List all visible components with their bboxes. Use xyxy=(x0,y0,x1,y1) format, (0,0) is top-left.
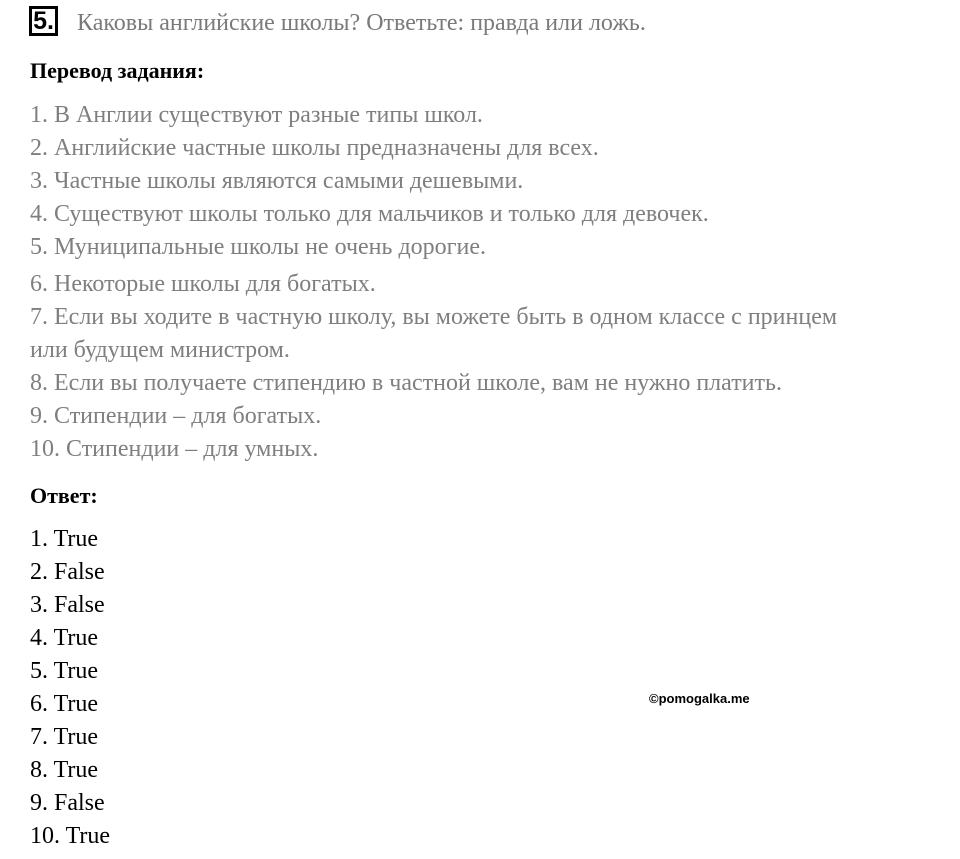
translation-heading: Перевод задания: xyxy=(30,58,205,83)
answer-item: 5. True xyxy=(30,658,99,684)
translation-item: 5. Муниципальные школы не очень дорогие. xyxy=(30,234,487,260)
answer-item: 10. True xyxy=(30,823,111,849)
translation-item: 3. Частные школы являются самыми дешевыми. xyxy=(30,168,524,194)
translation-item: 7. Если вы ходите в частную школу, вы можете быть в одном классе с принцем или будущем министром. xyxy=(30,304,838,363)
answer-item: 7. True xyxy=(30,724,99,750)
answer-item: 9. False xyxy=(30,790,105,816)
translation-list xyxy=(30,99,930,466)
answer-heading: Ответ: xyxy=(30,483,98,508)
answer-item: 8. True xyxy=(30,757,99,783)
answer-item: 3. False xyxy=(30,592,105,618)
translation-item: 10. Стипендии – для умных. xyxy=(30,436,319,462)
answer-item: 6. True xyxy=(30,691,99,717)
translation-item: 2. Английские частные школы предназначены для всех. xyxy=(30,135,599,161)
answer-list xyxy=(30,523,110,853)
translation-item: 4. Существуют школы только для мальчиков и только для девочек. xyxy=(30,201,709,227)
watermark: ©pomogalka.me xyxy=(649,691,750,706)
task-title: Каковы английские школы? Ответьте: правда или ложь. xyxy=(77,10,646,36)
translation-item: 6. Некоторые школы для богатых. xyxy=(30,271,376,297)
answer-item: 2. False xyxy=(30,559,105,585)
answer-item: 1. True xyxy=(30,526,99,552)
answer-item: 4. True xyxy=(30,625,99,651)
translation-item: 8. Если вы получаете стипендию в частной школе, вам не нужно платить. xyxy=(30,370,782,396)
task-number-box: 5. xyxy=(29,6,58,36)
translation-item: 1. В Англии существуют разные типы школ. xyxy=(30,102,483,128)
translation-item: 9. Стипендии – для богатых. xyxy=(30,403,322,429)
